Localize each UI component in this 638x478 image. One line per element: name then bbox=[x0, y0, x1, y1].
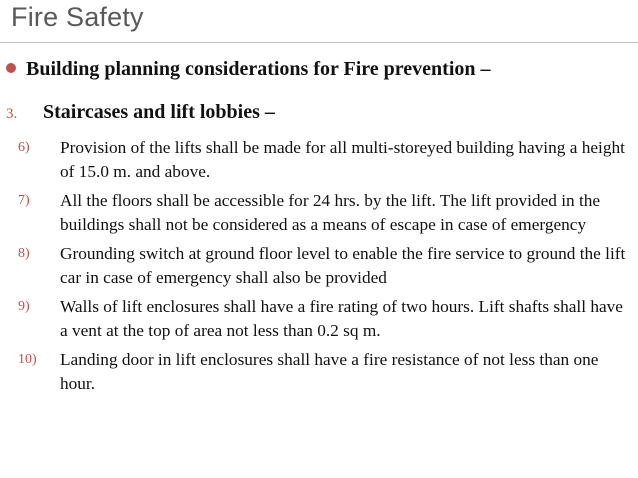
section-title: Staircases and lift lobbies – bbox=[43, 101, 275, 123]
item-number: 10) bbox=[18, 352, 37, 367]
section-heading bbox=[6, 101, 275, 124]
slide-title: Fire Safety bbox=[11, 2, 144, 32]
list-item bbox=[18, 189, 630, 236]
item-text: Grounding switch at ground floor level to enable the fire service to ground the lift car in case of emergency shall also be provided bbox=[60, 244, 626, 287]
item-text: All the floors shall be accessible for 24 hrs. by the lift. The lift provided in the buildings shall not be considered as a means of escape in case of emergency bbox=[60, 191, 601, 234]
heading-bullet bbox=[6, 58, 491, 81]
section-number: 3. bbox=[6, 106, 18, 122]
item-number: 8) bbox=[18, 246, 30, 261]
item-text: Landing door in lift enclosures shall have a fire resistance of not less than one hour. bbox=[60, 350, 599, 393]
bullet-dot-icon bbox=[6, 63, 16, 73]
requirements-list bbox=[18, 136, 630, 401]
item-number: 6) bbox=[18, 140, 30, 155]
list-item bbox=[18, 295, 630, 342]
list-item bbox=[18, 348, 630, 395]
title-divider bbox=[0, 42, 638, 43]
item-text: Provision of the lifts shall be made for all multi-storeyed building having a height of 15.0 m. and above. bbox=[60, 138, 625, 181]
list-item bbox=[18, 136, 630, 183]
list-item bbox=[18, 242, 630, 289]
item-number: 7) bbox=[18, 193, 30, 208]
heading-text: Building planning considerations for Fire prevention – bbox=[26, 58, 491, 80]
item-text: Walls of lift enclosures shall have a fire rating of two hours. Lift shafts shall have a vent at the top of area not less than 0.2 sq m. bbox=[60, 297, 623, 340]
item-number: 9) bbox=[18, 299, 30, 314]
